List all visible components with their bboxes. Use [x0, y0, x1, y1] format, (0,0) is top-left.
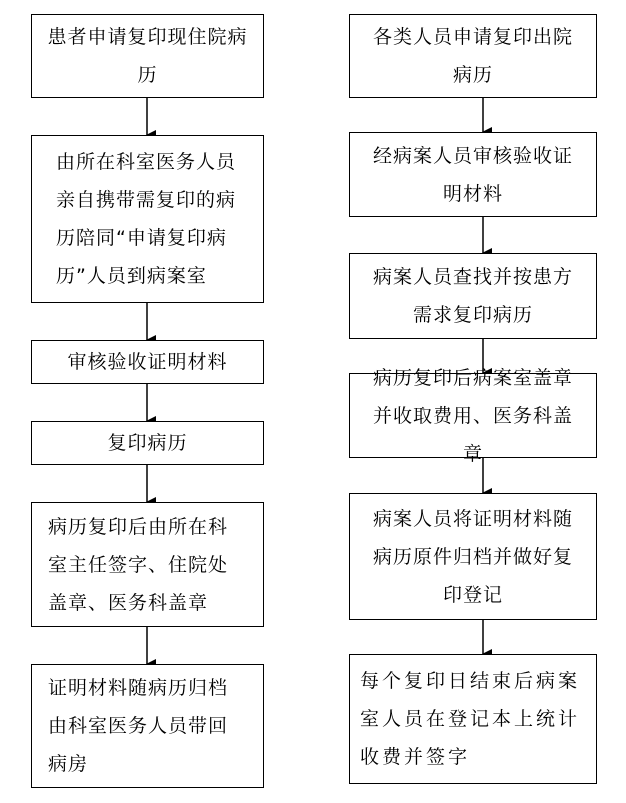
box-r5	[349, 493, 597, 620]
box-r4	[349, 366, 597, 465]
box-r2	[349, 132, 597, 217]
box-l3	[31, 340, 264, 384]
box-r3-text: 病案人员查找并按患方需求复印病历	[372, 266, 573, 326]
box-r6-text: 每个复印日结束后病案室人员在登记本上统计收费并签字	[360, 670, 581, 768]
box-l6-text: 证明材料随病历归档由科室医务人员带回病房	[48, 677, 229, 775]
box-l2	[31, 135, 264, 303]
box-r6	[349, 654, 597, 784]
box-r2-text: 经病案人员审核验收证明材料	[372, 144, 573, 205]
box-l1-text: 患者申请复印现住院病历	[47, 26, 248, 86]
box-r1-text: 各类人员申请复印出院病历	[372, 26, 573, 86]
box-l5	[31, 502, 264, 627]
box-l6	[31, 664, 264, 788]
box-r3	[349, 253, 597, 339]
box-l1	[31, 14, 264, 98]
box-r4-text: 病历复印后病案室盖章并收取费用、医务科盖章	[372, 366, 573, 465]
box-r5-text: 病案人员将证明材料随病历原件归档并做好复印登记	[372, 507, 573, 606]
box-l4	[31, 421, 264, 465]
box-r1	[349, 14, 597, 98]
box-l4-text: 复印病历	[107, 432, 188, 454]
box-l3-text: 审核验收证明材料	[67, 351, 228, 373]
box-l2-text: 由所在科室医务人员亲自携带需复印的病历陪同“申请复印病历”人员到病案室	[56, 151, 237, 287]
box-l5-text: 病历复印后由所在科室主任签字、住院处盖章、医务科盖章	[48, 515, 229, 614]
